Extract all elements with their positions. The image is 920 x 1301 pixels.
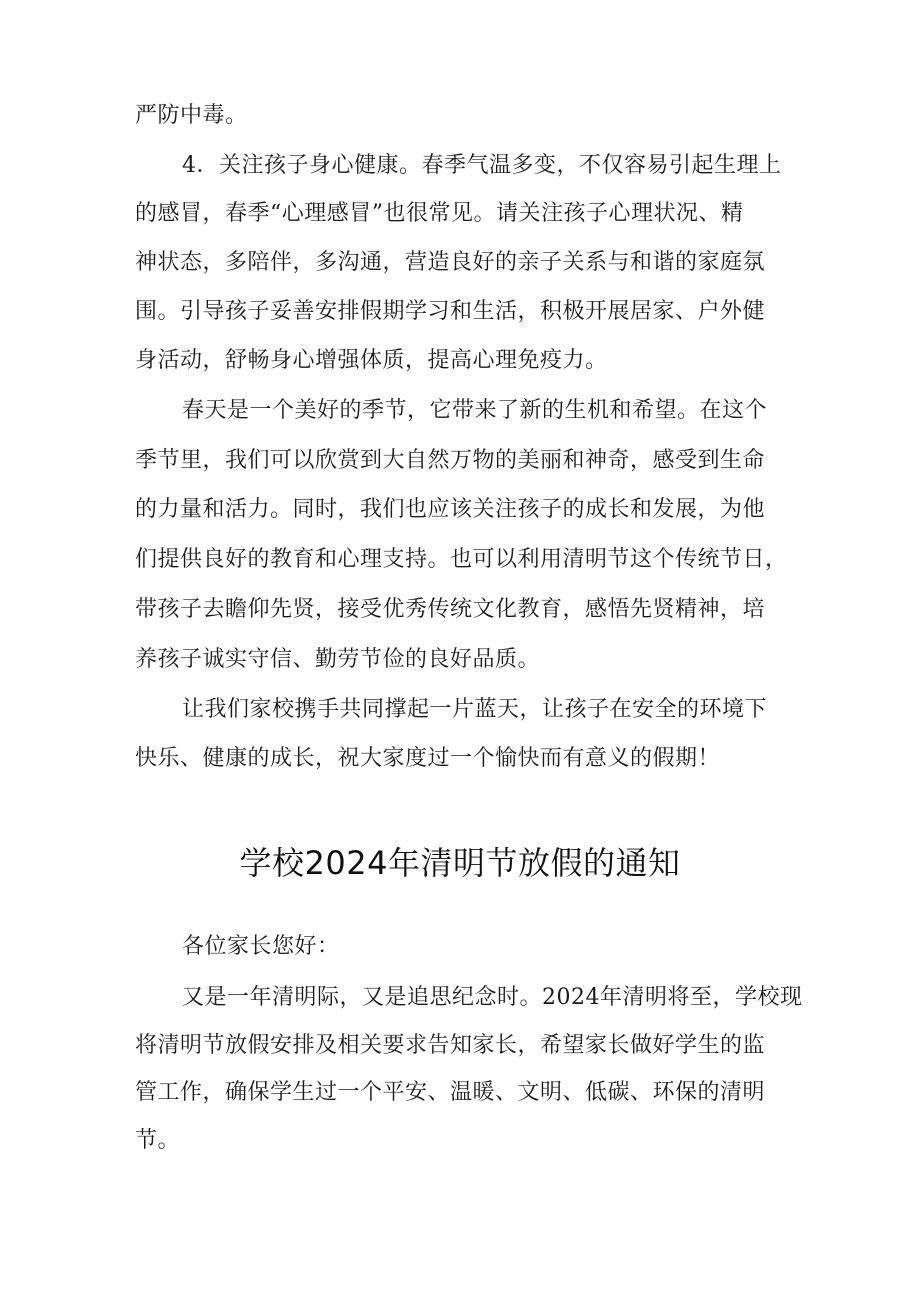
greeting: 各位家长您好： [182,934,340,959]
text-line: 身活动，舒畅身心增强体质，提高心理免疫力。 [135,348,608,373]
text-line: 节。 [135,1128,181,1153]
text-line: 养孩子诚实守信、勤劳节俭的良好品质。 [135,647,541,672]
text-line: 神状态，多陪伴，多沟通，营造良好的亲子关系与和谐的家庭氛 [135,250,766,275]
document-title: 学校2024年清明节放假的通知 [239,844,681,882]
text-line: 将清明节放假安排及相关要求告知家长，希望家长做好学生的监 [135,1033,766,1058]
text-line: 严防中毒。 [135,103,248,128]
text-line: 们提供良好的教育和心理支持。也可以利用清明节这个传统节日， [135,547,788,572]
text-line: 快乐、健康的成长，祝大家度过一个愉快而有意义的假期！ [135,746,721,771]
text-line: 的力量和活力。同时，我们也应该关注孩子的成长和发展，为他 [135,497,766,522]
text-line: 的感冒，春季“心理感冒”也很常见。请关注孩子心理状况、精 [135,201,744,226]
text-line: 围。引导孩子妥善安排假期学习和生活，积极开展居家、户外健 [135,299,766,324]
text-line: 管工作，确保学生过一个平安、温暖、文明、低碳、环保的清明 [135,1080,766,1105]
paragraph-start: 4．关注孩子身心健康。春季气温多变，不仅容易引起生理上 [182,153,782,178]
paragraph-start: 让我们家校携手共同撑起一片蓝天，让孩子在安全的环境下 [182,697,768,722]
paragraph-start: 又是一年清明际，又是追思纪念时。2024年清明将至，学校现 [182,985,803,1010]
paragraph-start: 春天是一个美好的季节，它带来了新的生机和希望。在这个 [182,398,768,423]
text-line: 季节里，我们可以欣赏到大自然万物的美丽和神奇，感受到生命 [135,448,766,473]
text-line: 带孩子去瞻仰先贤，接受优秀传统文化教育，感悟先贤精神，培 [135,597,766,622]
